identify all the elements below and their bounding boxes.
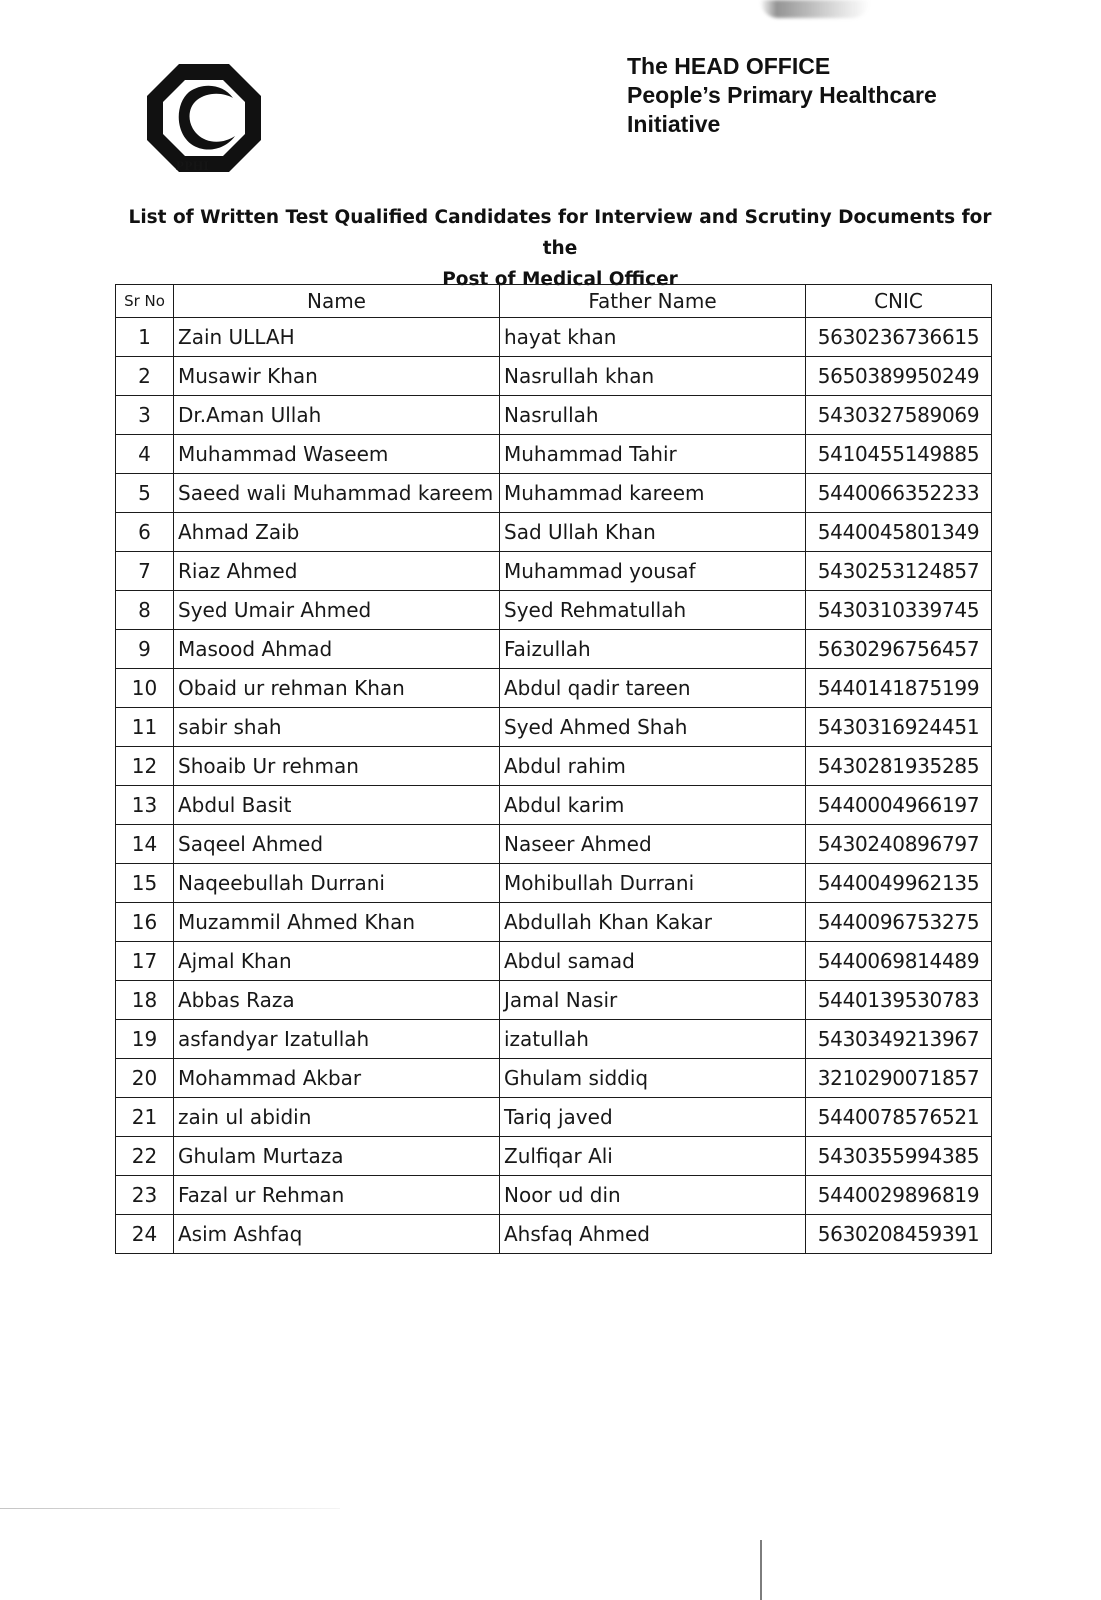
father-name-cell: Abdul samad [500,942,806,981]
scan-artifact [760,0,870,18]
cnic-cell: 5440078576521 [806,1098,992,1137]
cnic-cell: 5440029896819 [806,1176,992,1215]
name-cell: Zain ULLAH [174,318,500,357]
sr-cell: 22 [116,1137,174,1176]
father-name-cell: Ahsfaq Ahmed [500,1215,806,1254]
sr-cell: 17 [116,942,174,981]
sr-cell: 9 [116,630,174,669]
office-line: Initiative [627,111,721,137]
table-row [116,396,992,435]
father-name-cell: Abdullah Khan Kakar [500,903,806,942]
table-row [116,513,992,552]
name-cell: Fazal ur Rehman [174,1176,500,1215]
cnic-cell: 5430240896797 [806,825,992,864]
sr-cell: 5 [116,474,174,513]
father-name-cell: izatullah [500,1020,806,1059]
name-cell: Saeed wali Muhammad kareem [174,474,500,513]
name-cell: Muhammad Waseem [174,435,500,474]
name-cell: Ghulam Murtaza [174,1137,500,1176]
sr-cell: 12 [116,747,174,786]
sr-cell: 21 [116,1098,174,1137]
father-name-cell: Sad Ullah Khan [500,513,806,552]
father-name-cell: Faizullah [500,630,806,669]
table-row [116,747,992,786]
father-name-cell: Mohibullah Durrani [500,864,806,903]
name-cell: Asim Ashfaq [174,1215,500,1254]
father-name-cell: Noor ud din [500,1176,806,1215]
sr-cell: 2 [116,357,174,396]
cnic-cell: 3210290071857 [806,1059,992,1098]
sr-cell: 13 [116,786,174,825]
header-sr-no: Sr No [116,285,174,318]
cnic-cell: 5440045801349 [806,513,992,552]
father-name-cell: Muhammad kareem [500,474,806,513]
cnic-cell: 5430327589069 [806,396,992,435]
office-address [627,52,937,139]
table-row [116,552,992,591]
father-name-cell: Jamal Nasir [500,981,806,1020]
title-line: Post of Medical Officer [442,269,678,290]
sr-cell: 10 [116,669,174,708]
sr-cell: 6 [116,513,174,552]
sr-cell: 18 [116,981,174,1020]
table-row [116,591,992,630]
name-cell: Riaz Ahmed [174,552,500,591]
father-name-cell: Tariq javed [500,1098,806,1137]
cnic-cell: 5430349213967 [806,1020,992,1059]
name-cell: sabir shah [174,708,500,747]
scan-artifact [760,1540,762,1600]
table-row [116,357,992,396]
father-name-cell: hayat khan [500,318,806,357]
name-cell: zain ul abidin [174,1098,500,1137]
table-row [116,474,992,513]
table-row [116,864,992,903]
table-row [116,630,992,669]
name-cell: Ahmad Zaib [174,513,500,552]
name-cell: Dr.Aman Ullah [174,396,500,435]
cnic-cell: 5430310339745 [806,591,992,630]
sr-cell: 19 [116,1020,174,1059]
father-name-cell: Abdul rahim [500,747,806,786]
sr-cell: 11 [116,708,174,747]
name-cell: Musawir Khan [174,357,500,396]
cnic-cell: 5440096753275 [806,903,992,942]
table-row [116,981,992,1020]
header-father-name: Father Name [500,285,806,318]
cnic-cell: 5410455149885 [806,435,992,474]
header-cnic: CNIC [806,285,992,318]
name-cell: asfandyar Izatullah [174,1020,500,1059]
name-cell: Syed Umair Ahmed [174,591,500,630]
table-header-row [116,285,992,318]
cnic-cell: 5440069814489 [806,942,992,981]
logo-label: PPHI [176,158,210,173]
table-row [116,708,992,747]
cnic-cell: 5440139530783 [806,981,992,1020]
cnic-cell: 5430316924451 [806,708,992,747]
name-cell: Mohammad Akbar [174,1059,500,1098]
table-row [116,1059,992,1098]
sr-cell: 23 [116,1176,174,1215]
name-cell: Abbas Raza [174,981,500,1020]
father-name-cell: Syed Rehmatullah [500,591,806,630]
father-name-cell: Abdul qadir tareen [500,669,806,708]
sr-cell: 3 [116,396,174,435]
table-row [116,318,992,357]
sr-cell: 24 [116,1215,174,1254]
name-cell: Naqeebullah Durrani [174,864,500,903]
cnic-cell: 5440049962135 [806,864,992,903]
table-row [116,1137,992,1176]
father-name-cell: Syed Ahmed Shah [500,708,806,747]
cnic-cell: 5630296756457 [806,630,992,669]
scan-artifact [0,1508,340,1509]
office-line: The HEAD OFFICE [627,53,831,79]
sr-cell: 1 [116,318,174,357]
sr-cell: 15 [116,864,174,903]
name-cell: Muzammil Ahmed Khan [174,903,500,942]
title-line: List of Written Test Qualified Candidates for Interview and Scrutiny Documents for the [128,207,992,259]
table-row [116,435,992,474]
father-name-cell: Zulfiqar Ali [500,1137,806,1176]
sr-cell: 8 [116,591,174,630]
cnic-cell: 5430281935285 [806,747,992,786]
sr-cell: 20 [116,1059,174,1098]
table-row [116,903,992,942]
father-name-cell: Naseer Ahmed [500,825,806,864]
father-name-cell: Ghulam siddiq [500,1059,806,1098]
father-name-cell: Nasrullah khan [500,357,806,396]
father-name-cell: Muhammad Tahir [500,435,806,474]
cnic-cell: 5430253124857 [806,552,992,591]
table-row [116,1020,992,1059]
candidates-table [115,284,992,1254]
cnic-cell: 5630236736615 [806,318,992,357]
name-cell: Shoaib Ur rehman [174,747,500,786]
father-name-cell: Abdul karim [500,786,806,825]
father-name-cell: Nasrullah [500,396,806,435]
table-row [116,669,992,708]
office-line: People’s Primary Healthcare [627,82,937,108]
table-row [116,1098,992,1137]
name-cell: Saqeel Ahmed [174,825,500,864]
cnic-cell: 5430355994385 [806,1137,992,1176]
cnic-cell: 5650389950249 [806,357,992,396]
sr-cell: 14 [116,825,174,864]
table-row [116,942,992,981]
table-row [116,1176,992,1215]
table-row [116,825,992,864]
cnic-cell: 5440066352233 [806,474,992,513]
document-title [110,202,1010,295]
cnic-cell: 5440141875199 [806,669,992,708]
sr-cell: 7 [116,552,174,591]
name-cell: Obaid ur rehman Khan [174,669,500,708]
table-row [116,1215,992,1254]
name-cell: Abdul Basit [174,786,500,825]
father-name-cell: Muhammad yousaf [500,552,806,591]
name-cell: Ajmal Khan [174,942,500,981]
cnic-cell: 5630208459391 [806,1215,992,1254]
header-name: Name [174,285,500,318]
name-cell: Masood Ahmad [174,630,500,669]
sr-cell: 4 [116,435,174,474]
sr-cell: 16 [116,903,174,942]
cnic-cell: 5440004966197 [806,786,992,825]
table-row [116,786,992,825]
